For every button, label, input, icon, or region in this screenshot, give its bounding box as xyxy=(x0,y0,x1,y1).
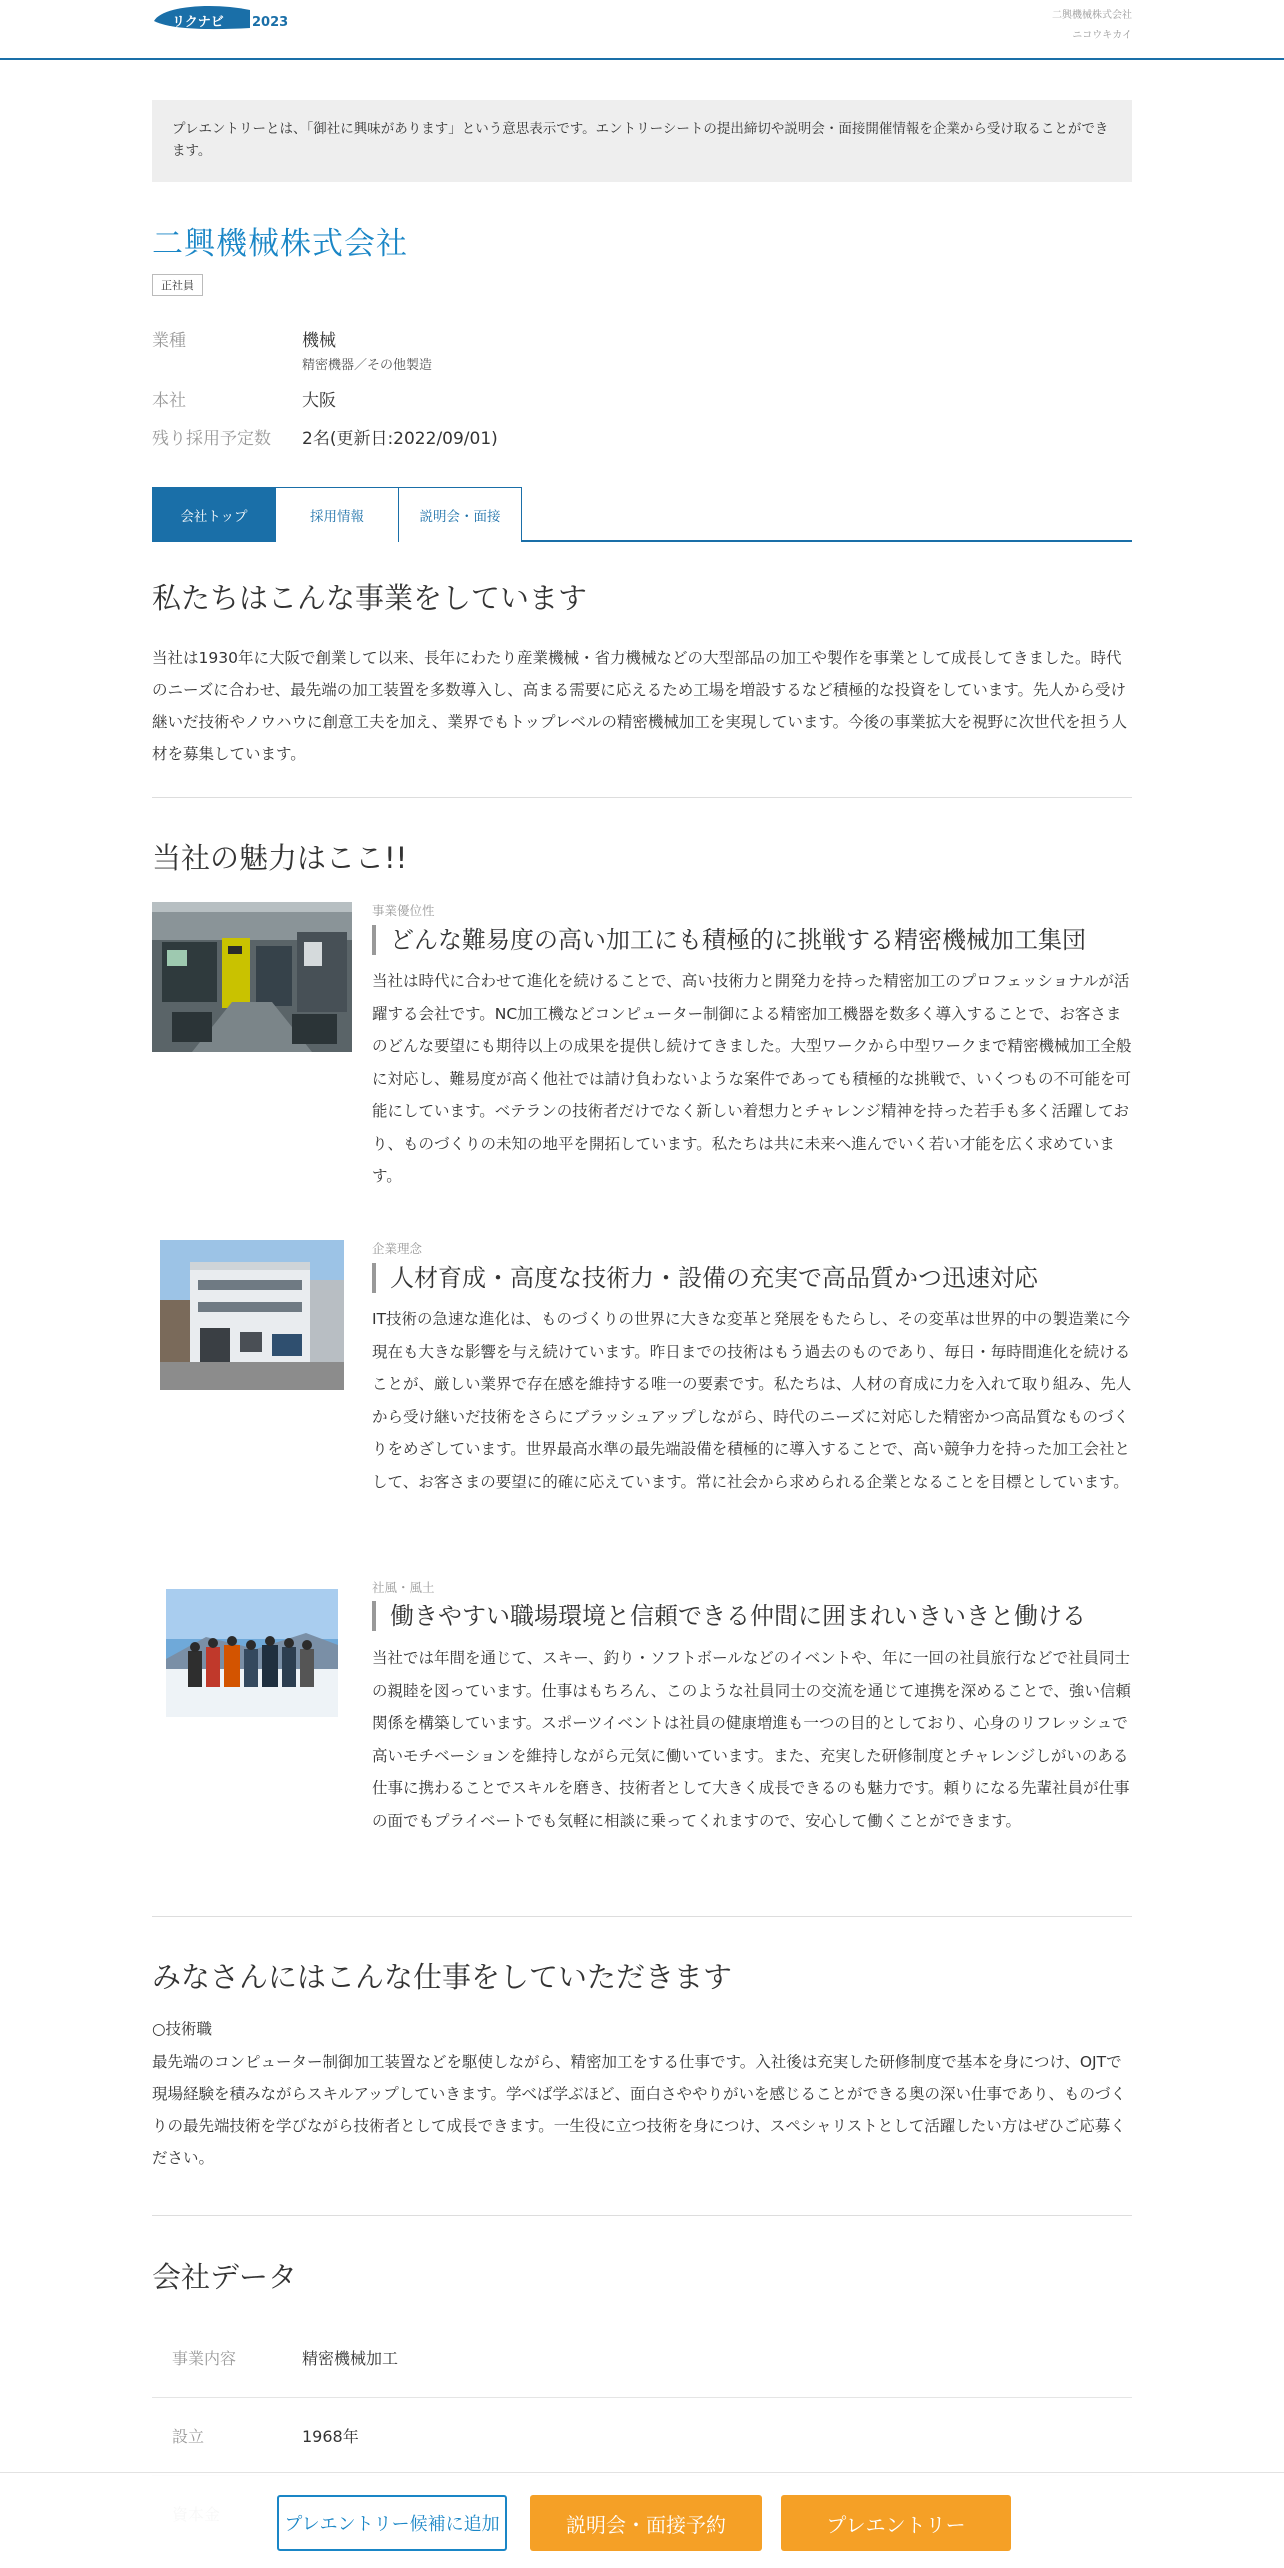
feature-3-text: 当社では年間を通じて、スキー、釣り・ソフトボールなどのイベントや、年に一回の社員旅行などで社員同士の親睦を図っています。仕事はもちろん、このような社員同士の交流を通じて連携を深めることで、強い信頼関係を構築しています。スポーツイベントは社員の健康増進も一つの目的としており、心身のリフレッシュで高いモチベーションを維持しながら元気に働いています。また、充実した研修制度とチャレンジしがいのある仕事に携わることでスキルを磨き、技術者として大きく成長できるのも魅力です。頼りになる先輩社員が仕事の面でもプライベートでも気軽に相談に乗ってくれますので、安心して働くことができます。 xyxy=(372,1649,1131,1830)
divider xyxy=(152,797,1132,798)
data-value: 精密機械加工 xyxy=(302,2349,399,2368)
rikunabi-logo[interactable] xyxy=(152,4,302,32)
work-title: みなさんにはこんな仕事をしていただきます xyxy=(152,1960,733,1994)
company-title: 二興機械株式会社 xyxy=(152,226,408,262)
svg-text:2023: 2023 xyxy=(252,15,289,30)
remaining-label: 残り採用予定数 xyxy=(152,429,271,449)
rikunabi-logo-mark xyxy=(152,4,302,32)
data-label: 事業内容 xyxy=(172,2349,237,2368)
company-tabs xyxy=(152,487,1132,542)
hq-value: 大阪 xyxy=(302,391,336,411)
feature-2-tag: 企業理念 xyxy=(372,1241,423,1256)
divider xyxy=(152,2215,1132,2216)
pre-entry-notice: プレエントリーとは、「御社に興味があります」という意思表示です。エントリーシートの提出締切や説明会・面接開催情報を企業から受け取ることができます。 xyxy=(152,100,1132,182)
feature-1-text: 当社は時代に合わせて進化を続けることで、高い技術力と開発力を持った精密加工のプロフェッショナルが活躍する会社です。NC加工機などコンピューター制御による精密加工機器を数多く導入することで、お客さまのどんな要望にも期待以上の成果を提供し続けてきました。大型ワークから中型ワークまで精密機械加工全般に対応し、難易度が高く他社では請け負わないような案件であっても積極的な挑戦で、いくつもの不可能を可能にしています。ベテランの技術者だけでなく新しい着想力とチャレンジ精神を持った若手も多く活躍しており、ものづくりの未知の地平を開拓しています。私たちは共に未来へ進んでいく若い才能を広く求めています。 xyxy=(372,972,1132,1185)
divider xyxy=(152,1916,1132,1917)
hq-label: 本社 xyxy=(152,391,186,411)
employment-type-badge: 正社員 xyxy=(152,274,203,296)
work-text: 最先端のコンピューター制御加工装置などを駆使しながら、精密加工をする仕事です。入社後は充実した研修制度で基本を身につけ、OJTで現場経験を積みながらスキルアップしていきます。学べば学ぶほど、面白さややりがいを感じることができる奥の深い仕事であり、ものづくりの最先端技術を学びながら技術者として成長できます。一生役に立つ技術を身につけ、スペシャリストとして活躍したい方はぜひご応募ください。 xyxy=(152,2053,1127,2167)
tab-company-top[interactable]: 会社トップ xyxy=(152,487,276,542)
company-data-title: 会社データ xyxy=(152,2260,298,2294)
tab-recruit-info[interactable]: 採用情報 xyxy=(275,487,399,542)
bottom-action-bar xyxy=(0,2472,1284,2568)
data-label: 設立 xyxy=(172,2427,205,2446)
data-row-business xyxy=(152,2320,1132,2398)
industry-label: 業種 xyxy=(152,331,186,351)
ski-trip-photo xyxy=(166,1589,338,1717)
feature-1-heading: どんな難易度の高い加工にも積極的に挑戦する精密機械加工集団 xyxy=(372,925,1132,955)
business-text: 当社は1930年に大阪で創業して以来、長年にわたり産業機械・省力機械などの大型部品の加工や製作を事業として成長してきました。時代のニーズに合わせ、最先端の加工装置を多数導入し、高まる需要に応えるため工場を増設するなど積極的な投資をしています。先人から受け継いだ技術やノウハウに創意工夫を加え、業界でもトップレベルの精密機械加工を実現しています。今後の事業拡大を視野に次世代を担う人材を募集しています。 xyxy=(152,649,1128,763)
feature-3-heading: 働きやすい職場環境と信頼できる仲間に囲まれいきいきと働ける xyxy=(372,1601,1132,1631)
industry-value: 機械 xyxy=(302,331,336,351)
header-company-name: 二興機械株式会社 xyxy=(1052,10,1132,21)
tab-seminar-interview[interactable]: 説明会・面接 xyxy=(398,487,522,542)
feature-1-tag: 事業優位性 xyxy=(372,903,435,918)
pre-entry-button[interactable]: プレエントリー xyxy=(781,2495,1011,2551)
factory-photo xyxy=(152,902,352,1052)
feature-2-text: IT技術の急速な進化は、ものづくりの世界に大きな変革と発展をもたらし、その変革は世界的中の製造業に今現在も大きな影響を与え続けています。昨日までの技術はもう過去のものであり、毎日・毎時間進化を続けることが、厳しい業界で存在感を維持する唯一の要素です。私たちは、人材の育成に力を入れて取り組み、先人から受け継いだ技術をさらにブラッシュアップしながら、時代のニーズに対応した精密かつ高品質なものづくりをめざしています。世界最高水準の最先端設備を積極的に導入することで、高い競争力を持った加工会社として、お客さまの要望に的確に応えています。常に社会から求められる企業となることを目標としています。 xyxy=(372,1310,1132,1491)
feature-2-heading: 人材育成・高度な技術力・設備の充実で高品質かつ迅速対応 xyxy=(372,1263,1132,1293)
feature-3-tag: 社風・風土 xyxy=(372,1580,435,1595)
site-header xyxy=(0,0,1284,60)
business-title: 私たちはこんな事業をしています xyxy=(152,581,588,615)
reserve-seminar-button[interactable]: 説明会・面接予約 xyxy=(530,2495,762,2551)
data-row-established xyxy=(152,2398,1132,2476)
company-building-photo xyxy=(160,1240,344,1390)
svg-text:リクナビ: リクナビ xyxy=(172,15,224,30)
add-pre-entry-candidate-button[interactable]: プレエントリー候補に追加 xyxy=(277,2495,507,2551)
industry-sub: 精密機器／その他製造 xyxy=(302,358,433,373)
remaining-value: 2名(更新日:2022/09/01) xyxy=(302,429,498,449)
work-subtitle: ○技術職 xyxy=(152,2020,213,2038)
data-value: 1968年 xyxy=(302,2427,359,2446)
header-company-info xyxy=(1052,6,1132,46)
appeal-title: 当社の魅力はここ!! xyxy=(152,841,408,875)
header-company-kana: ニコウキカイ xyxy=(1072,30,1132,41)
